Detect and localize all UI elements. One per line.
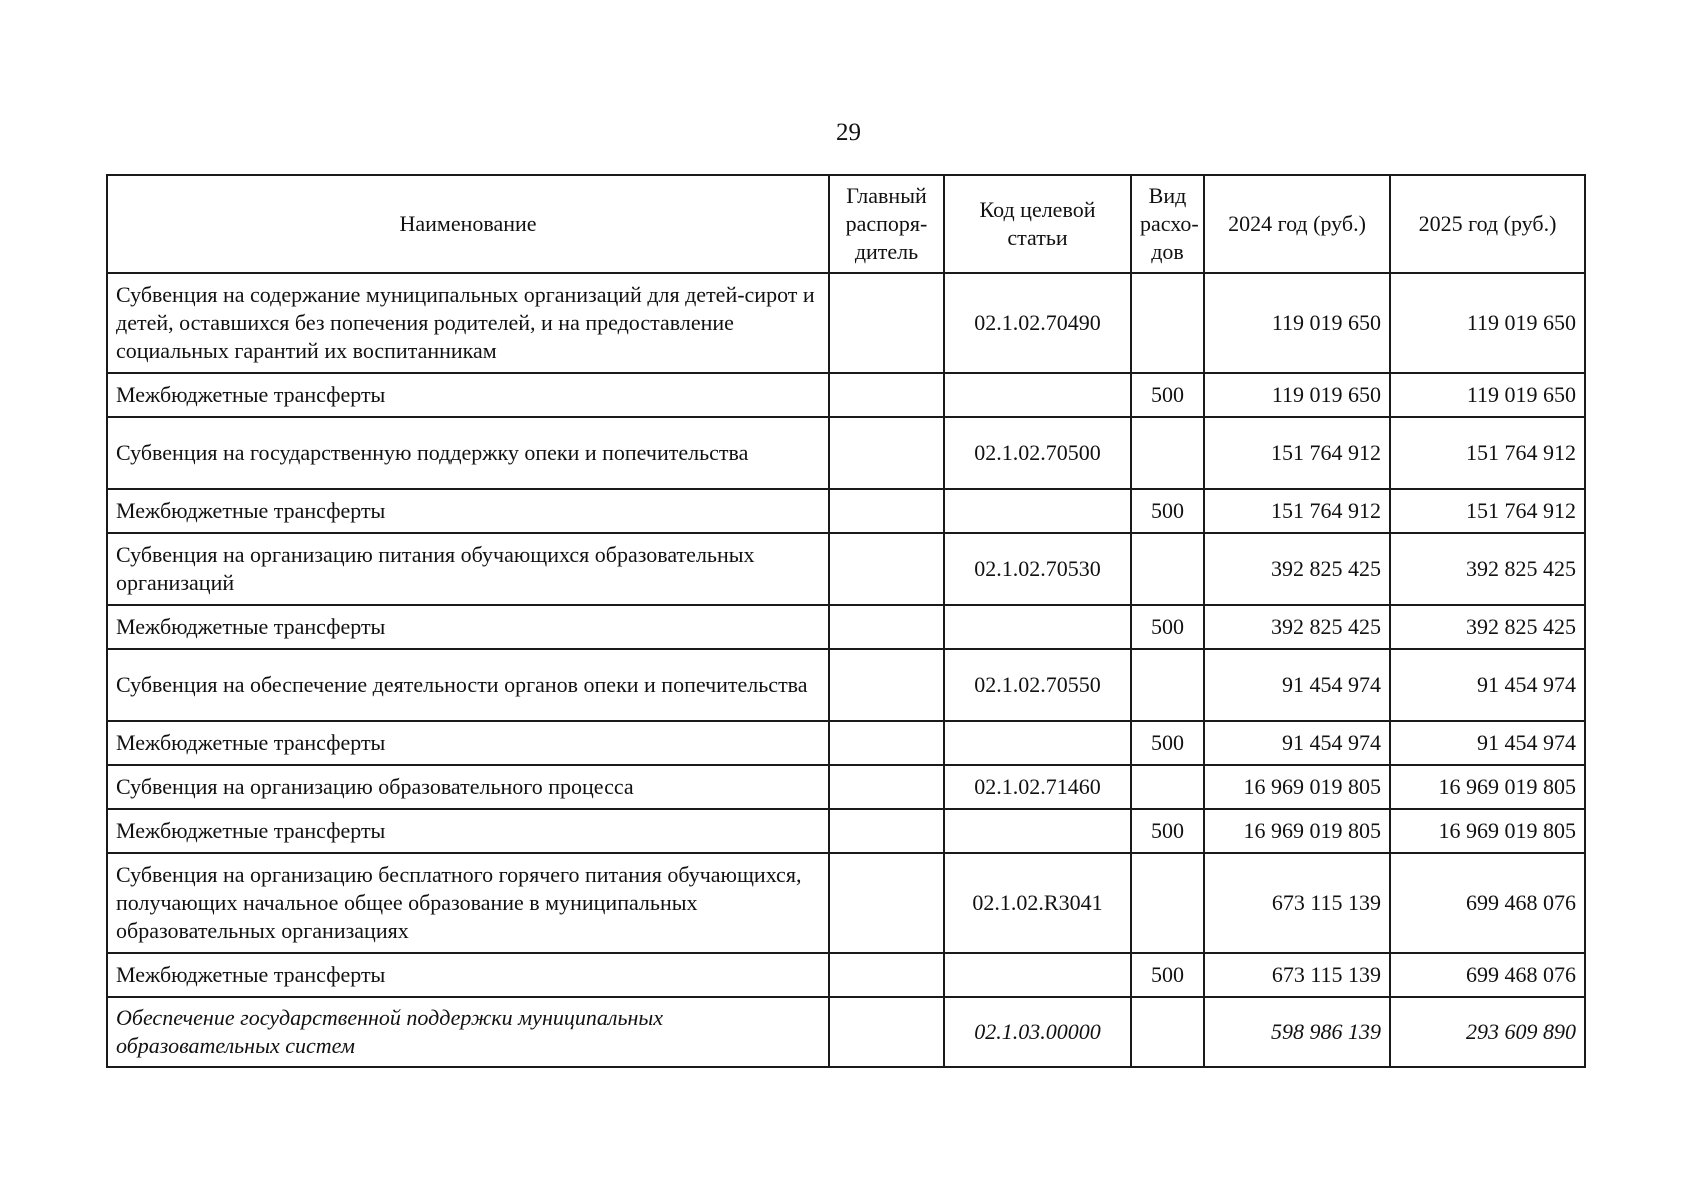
- row-admin: [829, 273, 944, 373]
- row-vid: 500: [1131, 373, 1204, 417]
- row-name: Межбюджетные трансферты: [107, 953, 829, 997]
- row-code: 02.1.02.70530: [944, 533, 1131, 605]
- row-vid: 500: [1131, 489, 1204, 533]
- row-code: [944, 373, 1131, 417]
- row-name: Субвенция на организацию образовательного процесса: [107, 765, 829, 809]
- row-code: 02.1.02.70490: [944, 273, 1131, 373]
- row-admin: [829, 721, 944, 765]
- table-row: [107, 765, 1585, 809]
- header-vid: Вид расхо-дов: [1131, 175, 1204, 273]
- row-2024: 673 115 139: [1204, 953, 1390, 997]
- row-admin: [829, 533, 944, 605]
- row-admin: [829, 373, 944, 417]
- row-admin: [829, 417, 944, 489]
- row-name: Субвенция на организацию бесплатного горячего питания обучающихся, получающих начальное общее образование в муниципальных образовательных организациях: [107, 853, 829, 953]
- row-name: Межбюджетные трансферты: [107, 373, 829, 417]
- row-vid: 500: [1131, 721, 1204, 765]
- row-name: Субвенция на обеспечение деятельности органов опеки и попечительства: [107, 649, 829, 721]
- row-code: [944, 721, 1131, 765]
- row-code: 02.1.02.R3041: [944, 853, 1131, 953]
- row-vid: [1131, 997, 1204, 1067]
- row-vid: [1131, 417, 1204, 489]
- table-row: [107, 489, 1585, 533]
- row-2025: 91 454 974: [1390, 721, 1585, 765]
- row-name: Межбюджетные трансферты: [107, 809, 829, 853]
- row-code: 02.1.02.71460: [944, 765, 1131, 809]
- table-row: [107, 721, 1585, 765]
- row-vid: 500: [1131, 605, 1204, 649]
- row-vid: [1131, 765, 1204, 809]
- row-vid: [1131, 273, 1204, 373]
- row-2024: 16 969 019 805: [1204, 809, 1390, 853]
- table-row: [107, 533, 1585, 605]
- row-2025: 91 454 974: [1390, 649, 1585, 721]
- row-name: Обеспечение государственной поддержки муниципальных образовательных систем: [107, 997, 829, 1067]
- row-code: 02.1.02.70500: [944, 417, 1131, 489]
- row-vid: [1131, 533, 1204, 605]
- table-row: [107, 953, 1585, 997]
- row-2024: 392 825 425: [1204, 533, 1390, 605]
- row-admin: [829, 809, 944, 853]
- row-name: Субвенция на содержание муниципальных организаций для детей-сирот и детей, оставшихся без попечения родителей, и на предоставление социальных гарантий их воспитанникам: [107, 273, 829, 373]
- table-row: [107, 997, 1585, 1067]
- row-admin: [829, 649, 944, 721]
- row-vid: 500: [1131, 953, 1204, 997]
- row-vid: [1131, 853, 1204, 953]
- table-row: [107, 649, 1585, 721]
- header-code: Код целевой статьи: [944, 175, 1131, 273]
- row-2025: 392 825 425: [1390, 533, 1585, 605]
- row-2024: 91 454 974: [1204, 721, 1390, 765]
- row-admin: [829, 765, 944, 809]
- row-name: Межбюджетные трансферты: [107, 489, 829, 533]
- row-2025: 392 825 425: [1390, 605, 1585, 649]
- row-2025: 699 468 076: [1390, 853, 1585, 953]
- row-code: 02.1.02.70550: [944, 649, 1131, 721]
- row-admin: [829, 605, 944, 649]
- row-2025: 151 764 912: [1390, 417, 1585, 489]
- row-admin: [829, 953, 944, 997]
- budget-table: [106, 174, 1586, 1068]
- header-2024: 2024 год (руб.): [1204, 175, 1390, 273]
- table-row: [107, 809, 1585, 853]
- header-name: Наименование: [107, 175, 829, 273]
- row-2024: 119 019 650: [1204, 373, 1390, 417]
- row-2024: 151 764 912: [1204, 417, 1390, 489]
- row-vid: 500: [1131, 809, 1204, 853]
- row-2024: 673 115 139: [1204, 853, 1390, 953]
- row-code: [944, 809, 1131, 853]
- table-header-row: [107, 175, 1585, 273]
- row-name: Межбюджетные трансферты: [107, 721, 829, 765]
- row-2025: 119 019 650: [1390, 273, 1585, 373]
- table-row: [107, 417, 1585, 489]
- table-row: [107, 273, 1585, 373]
- row-2025: 119 019 650: [1390, 373, 1585, 417]
- row-2025: 16 969 019 805: [1390, 765, 1585, 809]
- table-row: [107, 373, 1585, 417]
- row-code: 02.1.03.00000: [944, 997, 1131, 1067]
- row-2025: 699 468 076: [1390, 953, 1585, 997]
- table-row: [107, 853, 1585, 953]
- row-code: [944, 953, 1131, 997]
- row-vid: [1131, 649, 1204, 721]
- row-admin: [829, 997, 944, 1067]
- row-admin: [829, 853, 944, 953]
- row-admin: [829, 489, 944, 533]
- row-name: Субвенция на организацию питания обучающихся образовательных организаций: [107, 533, 829, 605]
- row-name: Субвенция на государственную поддержку опеки и попечительства: [107, 417, 829, 489]
- row-2024: 598 986 139: [1204, 997, 1390, 1067]
- row-2024: 151 764 912: [1204, 489, 1390, 533]
- row-code: [944, 489, 1131, 533]
- page-number: 29: [836, 119, 861, 146]
- row-2024: 16 969 019 805: [1204, 765, 1390, 809]
- row-2024: 392 825 425: [1204, 605, 1390, 649]
- table-row: [107, 605, 1585, 649]
- header-admin: Главный распоря-дитель: [829, 175, 944, 273]
- row-2025: 293 609 890: [1390, 997, 1585, 1067]
- row-2024: 119 019 650: [1204, 273, 1390, 373]
- row-code: [944, 605, 1131, 649]
- header-2025: 2025 год (руб.): [1390, 175, 1585, 273]
- row-name: Межбюджетные трансферты: [107, 605, 829, 649]
- row-2025: 16 969 019 805: [1390, 809, 1585, 853]
- row-2025: 151 764 912: [1390, 489, 1585, 533]
- row-2024: 91 454 974: [1204, 649, 1390, 721]
